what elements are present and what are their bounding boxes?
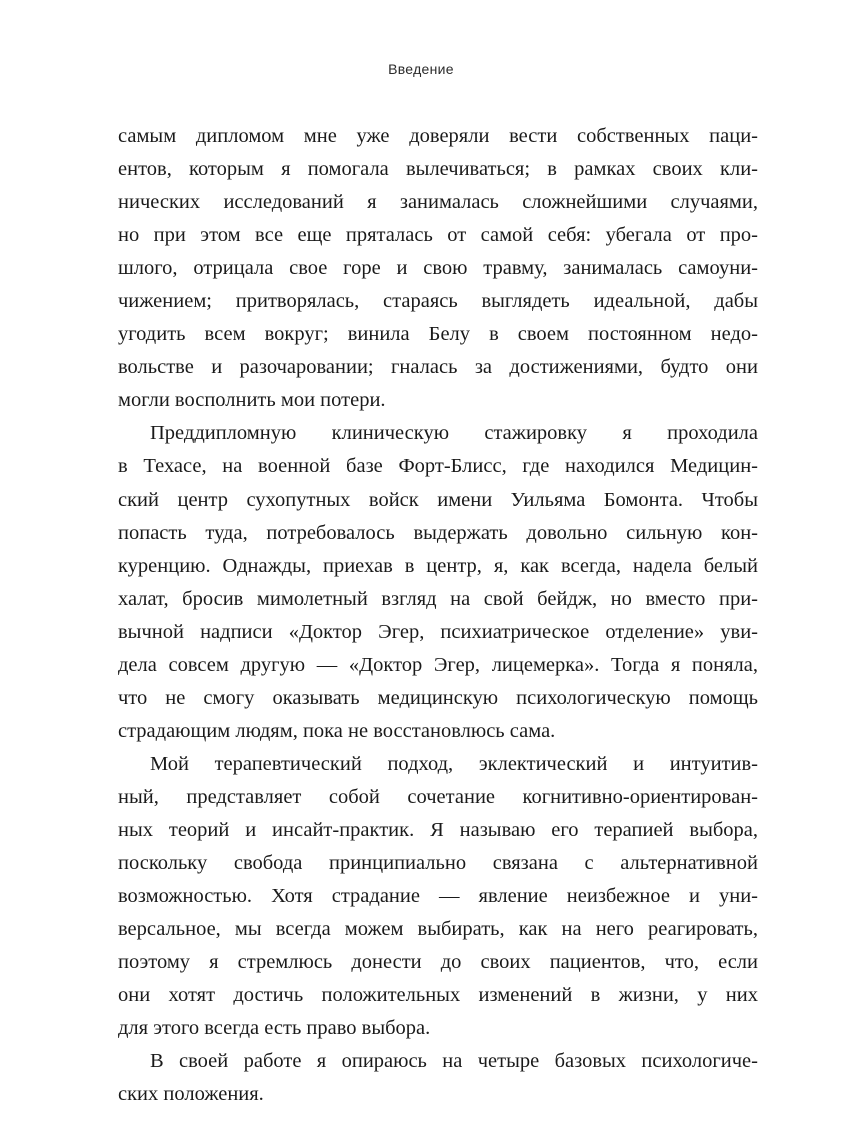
- text-line: Преддипломную клиническую стажировку я проходила: [150, 422, 758, 445]
- text-line: возможностью. Хотя страдание — явление неизбежное и уни-: [118, 885, 758, 908]
- text-line: нических исследований я занималась сложнейшими случаями,: [118, 191, 758, 214]
- text-line: поскольку свобода принципиально связана с альтернативной: [118, 852, 758, 875]
- text-line: версальное, мы всегда можем выбирать, как на него реагировать,: [118, 918, 758, 941]
- paragraph: [118, 1045, 758, 1111]
- text-line: самым дипломом мне уже доверяли вести собственных паци-: [118, 125, 758, 147]
- running-header: Введение: [388, 61, 454, 77]
- paragraph: [118, 417, 758, 747]
- text-line: что не смогу оказывать медицинскую психологическую помощь: [118, 686, 758, 709]
- text-line: В своей работе я опираюсь на четыре базовых психологиче-: [150, 1050, 758, 1073]
- text-line: халат, бросив мимолетный взгляд на свой бейдж, но вместо при-: [118, 587, 758, 610]
- text-line: но при этом все еще пряталась от самой себя: убегала от про-: [118, 224, 758, 247]
- text-line: они хотят достичь положительных изменений в жизни, у них: [118, 984, 758, 1007]
- text-line: для этого всегда есть право выбора.: [118, 1017, 431, 1040]
- text-line: попасть туда, потребовалось выдержать довольно сильную кон-: [118, 521, 758, 544]
- text-line: угодить всем вокруг; винила Белу в своем постоянном недо-: [118, 323, 758, 346]
- text-line: куренцию. Однажды, приехав в центр, я, как всегда, надела белый: [118, 554, 758, 577]
- text-line: могли восполнить мои потери.: [118, 389, 386, 412]
- text-line: вычной надписи «Доктор Эгер, психиатрическое отделение» уви-: [118, 620, 758, 643]
- text-line: ских положения.: [118, 1083, 264, 1106]
- paragraph: [118, 120, 758, 417]
- text-line: в Техасе, на военной базе Форт-Блисс, где находился Медицин-: [118, 455, 758, 478]
- text-line: ентов, которым я помогала вылечиваться; в рамках своих кли-: [118, 158, 758, 181]
- body-text: [118, 120, 758, 1111]
- paragraph: [118, 748, 758, 1045]
- text-line: дела совсем другую — «Доктор Эгер, лицемерка». Тогда я поняла,: [118, 653, 758, 676]
- text-line: ный, представляет собой сочетание когнитивно-ориентирован-: [118, 785, 758, 808]
- text-line: ский центр сухопутных войск имени Уильяма Бомонта. Чтобы: [118, 488, 758, 511]
- text-line: шлого, отрицала свое горе и свою травму, занималась самоуни-: [118, 257, 758, 280]
- text-line: ных теорий и инсайт-практик. Я называю его терапией выбора,: [118, 818, 758, 841]
- text-line: вольстве и разочаровании; гналась за достижениями, будто они: [118, 356, 758, 379]
- text-line: чижением; притворялась, стараясь выглядеть идеальной, дабы: [118, 290, 758, 313]
- text-line: поэтому я стремлюсь донести до своих пациентов, что, если: [118, 951, 758, 974]
- text-line: страдающим людям, пока не восстановлюсь сама.: [118, 719, 556, 742]
- text-line: Мой терапевтический подход, эклектический и интуитив-: [150, 752, 758, 775]
